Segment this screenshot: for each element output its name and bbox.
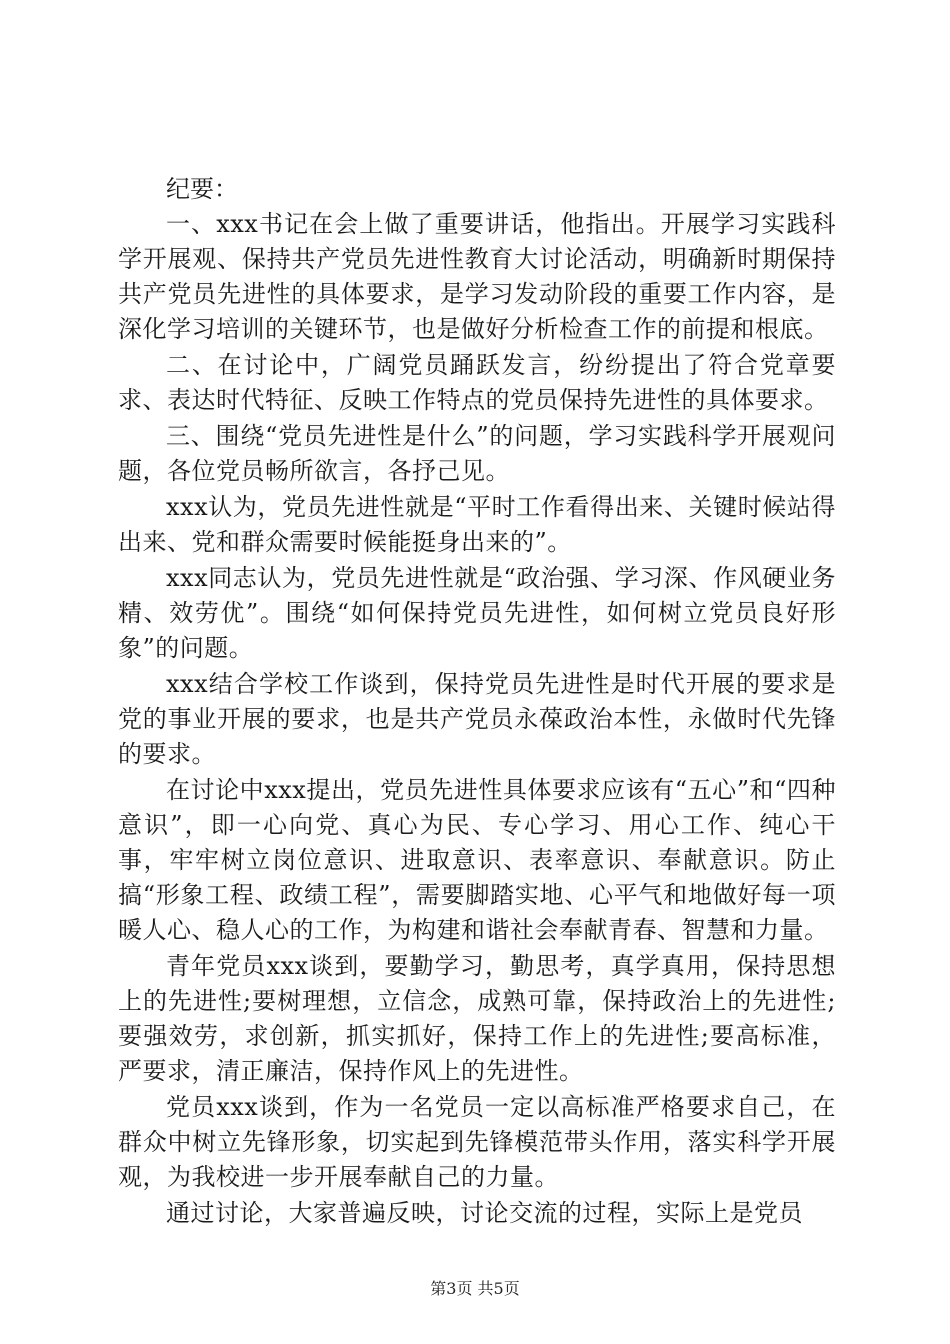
paragraph-7: 在讨论中xxx提出，党员先进性具体要求应该有“五心”和“四种意识”，即一心向党、真心为民、专心学习、用心工作、纯心干事，牢牢树立岗位意识、进取意识、表率意识、奉献意识。防止搞“形象工程、政绩工程”，需要脚踏实地、心平气和地做好每一项暖人心、稳人心的工作，为构建和谐社会奉献青春、智慧和力量。 xyxy=(118,776,836,944)
paragraph-9: 党员xxx谈到，作为一名党员一定以高标准严格要求自己，在群众中树立先锋形象，切实起到先锋模范带头作用，落实科学开展观，为我校进一步开展奉献自己的力量。 xyxy=(118,1093,836,1191)
paragraph-10: 通过讨论，大家普遍反映，讨论交流的过程，实际上是党员 xyxy=(166,1199,803,1227)
paragraph-4: xxx认为，党员先进性就是“平时工作看得出来、关键时候站得出来、党和群众需要时候能挺身出来的”。 xyxy=(118,493,836,556)
paragraph-5: xxx同志认为，党员先进性就是“政治强、学习深、作风硬业务精、效劳优”。围绕“如何保持党员先进性，如何树立党员良好形象”的问题。 xyxy=(118,564,836,662)
document-body xyxy=(118,172,836,1232)
paragraph-8: 青年党员xxx谈到，要勤学习，勤思考，真学真用，保持思想上的先进性;要树理想，立信念，成熟可靠，保持政治上的先进性;要强效劳，求创新，抓实抓好，保持工作上的先进性;要高标准，严要求，清正廉洁，保持作风上的先进性。 xyxy=(118,952,836,1085)
section-heading: 纪要： xyxy=(166,175,238,203)
paragraph-2: 二、在讨论中，广阔党员踊跃发言，纷纷提出了符合党章要求、表达时代特征、反映工作特点的党员保持先进性的具体要求。 xyxy=(118,351,836,414)
paragraph-3: 三、围绕“党员先进性是什么”的问题，学习实践科学开展观问题，各位党员畅所欲言，各抒己见。 xyxy=(118,422,836,485)
paragraph-1: 一、xxx书记在会上做了重要讲话，他指出。开展学习实践科学开展观、保持共产党员先进性教育大讨论活动，明确新时期保持共产党员先进性的具体要求，是学习发动阶段的重要工作内容，是深化学习培训的关键环节，也是做好分析检查工作的前提和根底。 xyxy=(118,210,836,343)
page-number-footer: 第3页 共5页 xyxy=(430,1279,520,1298)
paragraph-6: xxx结合学校工作谈到，保持党员先进性是时代开展的要求是党的事业开展的要求，也是共产党员永葆政治本性，永做时代先锋的要求。 xyxy=(118,670,836,768)
